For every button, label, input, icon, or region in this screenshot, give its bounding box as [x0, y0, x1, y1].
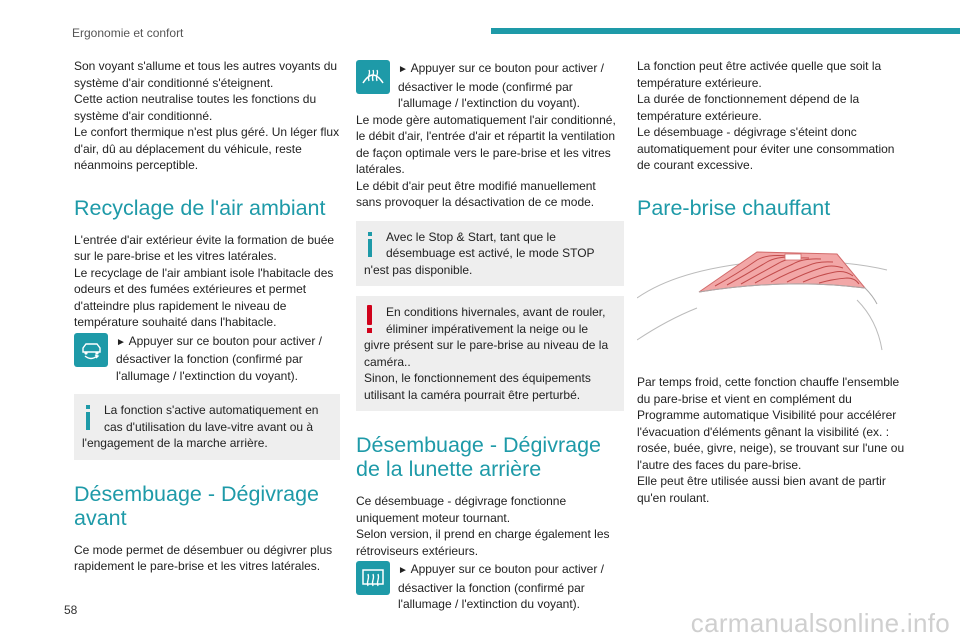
- heated-windshield-illustration: [637, 240, 897, 360]
- paragraph: Cette action neutralise toutes les fonctions du système d'air conditionné.: [74, 92, 317, 123]
- paragraph: Ce mode permet de désembuer ou dégivrer plus rapidement le pare-brise et les vitres latérales.: [74, 542, 333, 573]
- page-number: 58: [64, 603, 78, 617]
- note-text: Avec le Stop & Start, tant que le désembuage est activé, le mode STOP n'est pas disponible.: [364, 229, 595, 277]
- note-text: La fonction s'active automatiquement en cas d'utilisation du lave-vitre avant ou à l'engagement de la marche arrière.: [82, 403, 319, 450]
- rear-defrost-icon: [356, 561, 390, 595]
- heading-lunette-arriere: Désembuage - Dégivrage de la lunette arrière: [356, 433, 601, 481]
- paragraph: Ce désembuage - dégivrage fonctionne uniquement moteur tournant.: [356, 494, 567, 525]
- watermark-logo: carmanualsonline.info: [690, 608, 950, 638]
- arrow-marker: ►: [398, 64, 408, 75]
- info-icon: [364, 229, 378, 259]
- paragraph: Le débit d'air peut être modifié manuellement sans provoquer la désactivation de ce mode.: [356, 178, 596, 209]
- info-note: [356, 221, 624, 287]
- instruction-recyclage: [74, 333, 340, 385]
- column-3: [637, 58, 905, 506]
- paragraph: Par temps froid, cette fonction chauffe l'ensemble du pare-brise et vient en complément du Programme automatique Visibilité pour accélérer l'évacuation d'éléments gênant la visibilité (ex. : rosée, buée, givre, neige), se trouvant sur l'une ou l'autre des faces du pare-brise.: [637, 375, 905, 472]
- heading-recyclage: Recyclage de l'air ambiant: [74, 195, 326, 220]
- paragraph: Elle peut être utilisée aussi bien avant de partir qu'en roulant.: [637, 474, 886, 505]
- info-icon: [82, 402, 96, 432]
- paragraph: La durée de fonctionnement dépend de la température extérieure.: [637, 92, 860, 123]
- instruction-front-defrost: [356, 60, 624, 112]
- arrow-marker: ►: [116, 336, 126, 348]
- section-header: Ergonomie et confort: [72, 26, 184, 40]
- note-text: En conditions hivernales, avant de rouler, éliminer impérativement la neige ou le givre présent sur le pare-brise au niveau de la caméra..: [364, 305, 609, 369]
- heading-desembuage-avant: Désembuage - Dégivrage avant: [74, 481, 319, 530]
- instruction-rear-defrost: [356, 561, 624, 613]
- paragraph: L'entrée d'air extérieur évite la formation de buée sur le pare-brise et les vitres latérales.: [74, 232, 335, 263]
- paragraph: Le mode gère automatiquement l'air conditionné, le débit d'air, l'entrée d'air et répartit la ventilation de façon optimale vers le pare-brise et les vitres latérales.: [356, 112, 616, 176]
- paragraph: Le confort thermique n'est plus géré. Un léger flux d'air, dû au déplacement du véhicule, reste néanmoins perceptible.: [74, 125, 340, 172]
- paragraph: La fonction peut être activée quelle que soit la température extérieure.: [637, 59, 882, 90]
- warning-note: [356, 296, 624, 411]
- warning-icon: [364, 304, 378, 334]
- paragraph: Son voyant s'allume et tous les autres voyants du système d'air conditionné s'éteignent.: [74, 59, 338, 90]
- instruction-text: Appuyer sur ce bouton pour activer / désactiver la fonction (confirmé par l'allumage / l'extinction du voyant).: [398, 562, 605, 611]
- info-note: [74, 394, 340, 460]
- column-1: [74, 58, 340, 575]
- header-accent-bar: [491, 28, 960, 34]
- instruction-text: Appuyer sur ce bouton pour activer / désactiver le mode (confirmé par l'allumage / l'extinction du voyant).: [398, 61, 605, 110]
- column-2: [356, 58, 624, 613]
- heading-pare-brise-chauffant: Pare-brise chauffant: [637, 195, 831, 220]
- paragraph: Le désembuage - dégivrage s'éteint donc automatiquement pour éviter une consommation de courant excessive.: [637, 125, 895, 172]
- instruction-text: Appuyer sur ce bouton pour activer / désactiver la fonction (confirmé par l'allumage / l'extinction du voyant).: [116, 333, 323, 383]
- paragraph: Selon version, il prend en charge également les rétroviseurs extérieurs.: [356, 527, 610, 558]
- front-defrost-icon: [356, 60, 390, 94]
- note-text: Sinon, le fonctionnement des équipements utilisant la caméra pourrait être perturbé.: [364, 371, 591, 402]
- paragraph: Le recyclage de l'air ambiant isole l'habitacle des odeurs et des fumées extérieures et permet d'atteindre plus rapidement le niveau de température souhaité dans l'habitacle.: [74, 265, 334, 329]
- air-recirculation-icon: [74, 333, 108, 367]
- arrow-marker: ►: [398, 565, 408, 576]
